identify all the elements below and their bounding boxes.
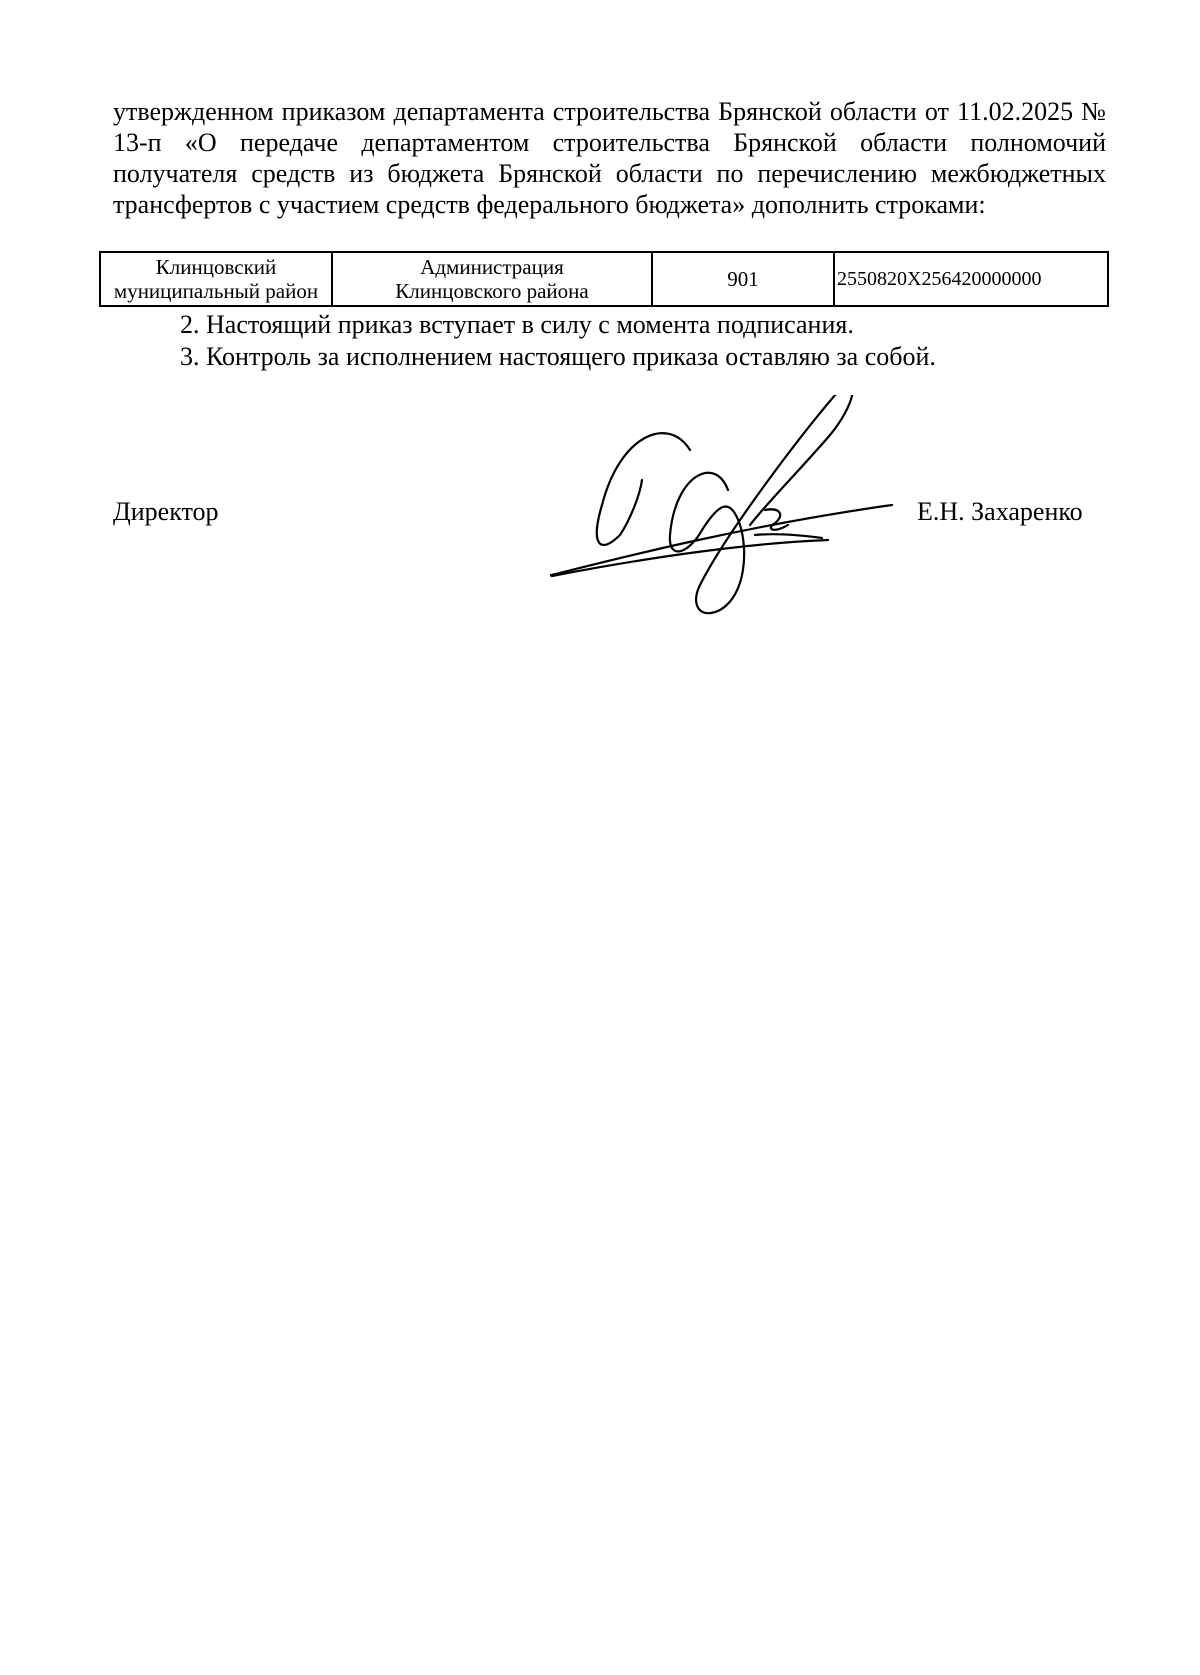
point-3-paragraph: 3. Контроль за исполнением настоящего приказа оставляю за собой.	[180, 342, 936, 371]
district-cell	[100, 252, 332, 306]
recipient-line-1: Администрация	[420, 255, 564, 279]
district-line-2: муниципальный район	[113, 279, 319, 303]
district-line-1: Клинцовский	[155, 255, 277, 279]
amendment-table	[99, 251, 1109, 307]
recipient-line-2: Клинцовского района	[395, 279, 589, 303]
signatory-position: Директор	[113, 497, 219, 526]
recipient-cell	[332, 252, 652, 306]
table-row	[100, 252, 1108, 306]
intro-paragraph: утвержденном приказом департамента строительства Брянской области от 11.02.2025 № 13-п «О передаче департаментом строительства Брянской области полномочий получателя средств из бюджета Брянской области по перечислению межбюджетных трансфертов с участием средств федерального бюджета» дополнить строками:	[113, 97, 1106, 219]
handwritten-signature	[550, 395, 910, 640]
point-2-paragraph: 2. Настоящий приказ вступает в силу с момента подписания.	[180, 310, 854, 339]
code-cell: 901	[652, 252, 834, 306]
budget-code-cell: 2550820X256420000000	[834, 252, 1108, 306]
signatory-name: Е.Н. Захаренко	[917, 497, 1083, 526]
